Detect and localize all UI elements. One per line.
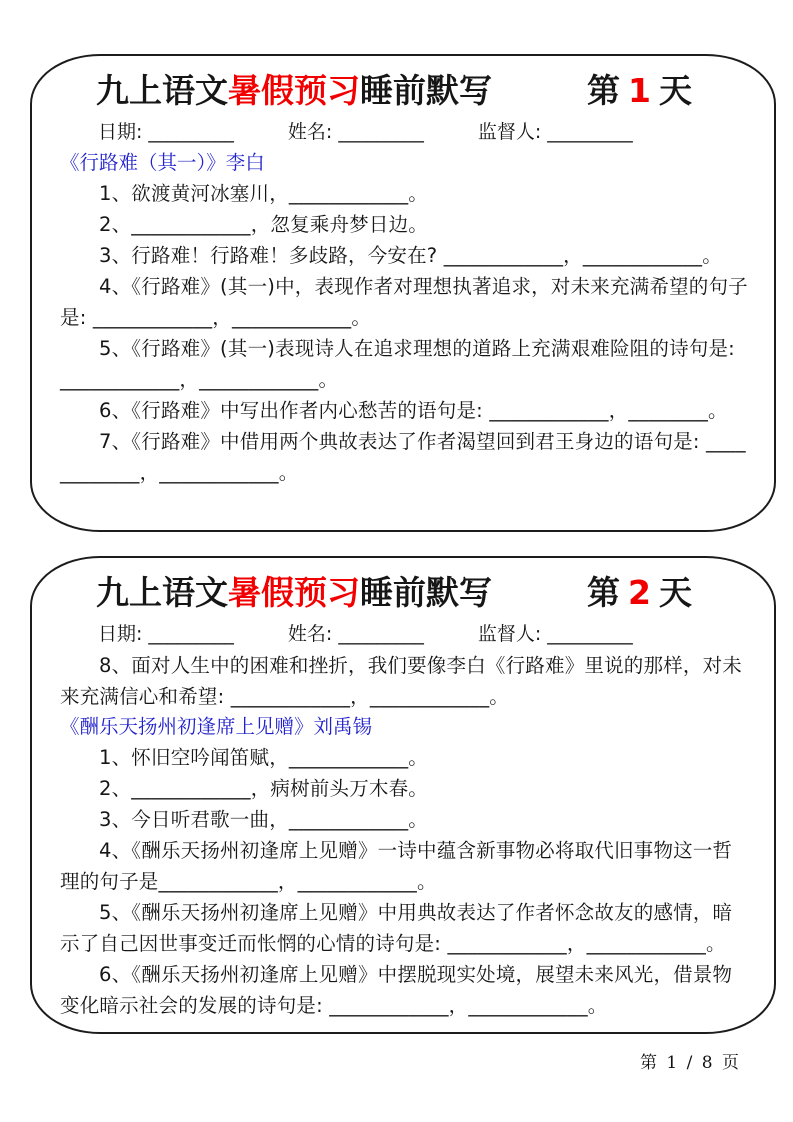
question-line: 4、《行路难》(其一)中，表现作者对理想执著追求，对未来充满希望的句子是: ____________，____________。 (60, 275, 748, 329)
question-line: 3、今日听君歌一曲，____________。 (99, 808, 429, 831)
card-body (60, 148, 748, 488)
supervisor-field (478, 620, 633, 648)
question-line: 7、《行路难》中借用两个典故表达了作者渴望回到君王身边的语句是: ____________，____________。 (60, 430, 746, 484)
question-line: 5、《酬乐天扬州初逢席上见赠》中用典故表达了作者怀念故友的感情，暗示了自己因世事变迁而怅惘的心情的诗句是: ____________，____________。 (60, 901, 733, 955)
question-line: 1、欲渡黄河冰塞川，____________。 (99, 182, 429, 205)
supervisor-blank-line: _________ (547, 623, 633, 645)
card-body (60, 650, 748, 1021)
question-line: 3、行路难！行路难！多歧路，今安在? ____________，____________。 (99, 244, 722, 267)
date-field (98, 620, 234, 648)
card-title (60, 66, 748, 116)
day-number: 2 (628, 573, 651, 612)
question-line: 2、____________，忽复乘舟梦日边。 (99, 213, 429, 236)
name-blank-line: _________ (338, 121, 424, 143)
title-course-text: 九上语文 (96, 573, 228, 612)
card-title (60, 568, 748, 618)
supervisor-label: 监督人: (477, 623, 542, 645)
date-label: 日期: (98, 623, 143, 645)
supervisor-label: 监督人: (477, 121, 542, 143)
meta-row (60, 620, 748, 648)
question-line: 8、面对人生中的困难和挫折，我们要像李白《行路难》里说的那样，对未来充满信心和希望: ____________，____________。 (60, 654, 743, 708)
card-title-text (96, 68, 492, 114)
question-line: 6、《酬乐天扬州初逢席上见赠》中摆脱现实处境，展望未来风光，借景物变化暗示社会的发展的诗句是: ____________，____________。 (60, 963, 733, 1017)
name-blank-line: _________ (338, 623, 424, 645)
name-label: 姓名: (287, 121, 333, 143)
question-line: 5、《行路难》(其一)表现诗人在追求理想的道路上充满艰难险阻的诗句是: ____________，____________。 (60, 337, 735, 391)
poem-title-xinglunan: 《行路难（其一）》李白 (60, 151, 265, 174)
date-label: 日期: (98, 121, 143, 143)
question-line: 1、怀旧空吟闻笛赋，____________。 (99, 746, 429, 769)
title-course-text: 九上语文 (96, 71, 228, 110)
date-blank-line: _________ (148, 623, 234, 645)
question-line: 4、《酬乐天扬州初逢席上见赠》一诗中蕴含新事物必将取代旧事物这一哲理的句子是____________，____________。 (60, 839, 733, 893)
title-activity-text: 睡前默写 (360, 71, 492, 110)
day-suffix: 天 (659, 573, 692, 612)
day-2-card (30, 556, 776, 1034)
title-highlight-text: 暑假预习 (228, 71, 360, 110)
name-field (288, 118, 424, 146)
day-prefix: 第 (587, 71, 621, 110)
date-field (98, 118, 234, 146)
day-suffix: 天 (659, 71, 692, 110)
question-line: 2、____________，病树前头万木春。 (99, 777, 429, 800)
date-blank-line: _________ (148, 121, 234, 143)
day-indicator (587, 570, 692, 616)
supervisor-field (478, 118, 633, 146)
day-number: 1 (628, 71, 651, 110)
day-1-card (30, 54, 776, 532)
name-label: 姓名: (287, 623, 333, 645)
poem-title-chouletian: 《酬乐天扬州初逢席上见赠》刘禹锡 (60, 715, 373, 738)
supervisor-blank-line: _________ (547, 121, 633, 143)
meta-row (60, 118, 748, 146)
question-line: 6、《行路难》中写出作者内心愁苦的语句是: ____________，________。 (99, 399, 728, 422)
day-prefix: 第 (587, 573, 621, 612)
card-title-text (96, 570, 492, 616)
page-number: 第 1 / 8 页 (640, 1053, 741, 1073)
name-field (288, 620, 424, 648)
day-indicator (587, 68, 692, 114)
title-highlight-text: 暑假预习 (228, 573, 360, 612)
title-activity-text: 睡前默写 (360, 573, 492, 612)
